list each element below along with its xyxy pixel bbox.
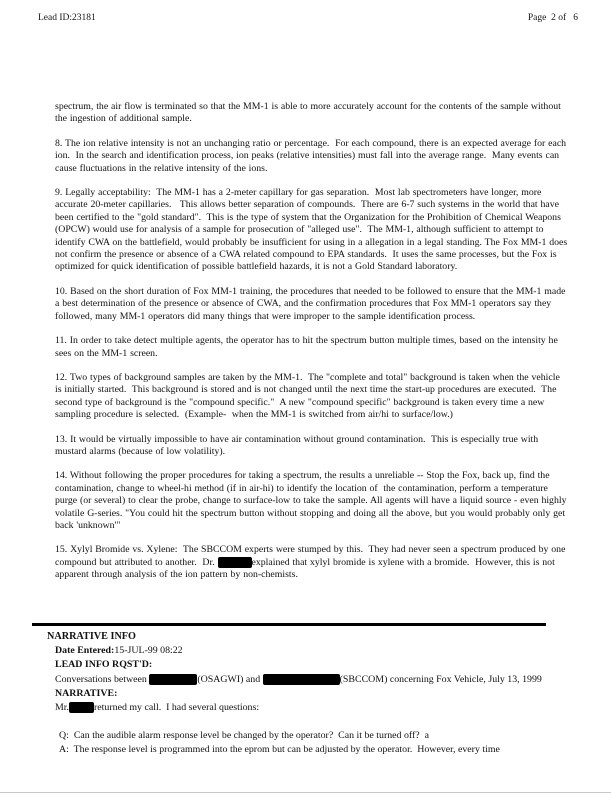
- text-run: 9. Legally acceptability: The MM-1 has a 2-meter capillary for gas separation. Most lab spectrometers have longer, more accurate 20-meter capillaries. This allows better separation of compounds. There are 6-7 such systems in the world that have been certified to the "gold standard". This is the type of system that the Organization for the Prohibition of Chemical Weapons (OPCW) would use for analysis of a sample for prosecution of "alleged use". The MM-1, although sufficient to attempt to identify CWA on the battlefield, would probably be insufficient for using in a allegation in a legal standing. The Fox MM-1 does not confirm the presence or absence of a CWA related compound to EPA standards. It uses the same processes, but the Fox is optimized for quick identification of possible battlefield hazards, it is not a Gold Standard laboratory.: [55, 187, 571, 273]
- paragraph: [55, 372, 569, 422]
- narrative-line: [55, 701, 577, 715]
- text-run: spectrum, the air flow is terminated so that the MM-1 is able to more accurately account for the contents of the sample without the ingestion of additional sample.: [55, 101, 564, 125]
- redaction-box: [218, 557, 252, 568]
- text-run: A: The response level is programmed into the eprom but can be adjusted by the operator. However, every time: [59, 744, 500, 756]
- redaction-box: [263, 674, 340, 685]
- text-run: returned my call. I had several questions:: [94, 702, 260, 714]
- section-heading: [47, 630, 577, 644]
- field-label: LEAD INFO RQST'D:: [55, 659, 153, 671]
- paragraph: [55, 286, 569, 323]
- paragraph: [55, 470, 569, 532]
- field-label: NARRATIVE:: [55, 687, 118, 699]
- lead-id: Lead ID:23181: [38, 13, 96, 23]
- page-number: Page 2 of 6: [527, 13, 578, 23]
- paragraph: [55, 101, 569, 126]
- field-label: Date Entered:: [55, 645, 115, 657]
- redaction-box: [149, 674, 197, 685]
- text-run: 12. Two types of background samples are taken by the MM-1. The "complete and total" background is taken when the vehicle is initially started. This background is stored and is not changed until the next time the start-up procedures are executed. The second type of background is the "compound specific." A new "compound specific" background is taken every time a new sampling procedure is selected. (Example- when the MM-1 is switched from air/hi to surface/low.): [55, 371, 563, 421]
- narrative-line: [55, 687, 577, 701]
- text-run: (SBCCOM) concerning Fox Vehicle, July 13, 1999: [339, 673, 542, 685]
- text-run: 14. Without following the proper procedures for taking a spectrum, the results a unreliable -- Stop the Fox, back up, find the contamination, change to wheel-hi method (if in air-hi) to identify the location of the contamination, perform a temperature purge (or several) to clear the probe, change to surface-low to take the sample. All agents will have a liquid source - even highly volatile G-series. "You could hit the spectrum button without stopping and doing all the above, but you would probably only get back 'unknown'": [55, 470, 570, 531]
- narrative-line: [55, 673, 577, 687]
- text-run: 15. Xylyl Bromide vs. Xylene: The SBCCOM experts were stumped by this. They had never seen a spectrum produced by one compound but attributed to another. Dr.: [55, 544, 569, 568]
- paragraph: [55, 335, 569, 360]
- paragraph: [55, 187, 569, 274]
- text-run: 10. Based on the short duration of Fox MM-1 training, the procedures that needed to be followed to ensure that the MM-1 made a best determination of the presence or absence of CWA, and the confirmation procedures that Fox MM-1 operators say they followed, many MM-1 operators did many things that were improper to the sample identification process.: [55, 285, 569, 322]
- text-run: (OSAGWI) and: [197, 673, 263, 685]
- paragraph: [55, 138, 569, 175]
- text-run: Conversations between: [55, 673, 150, 685]
- narrative-line: [59, 743, 577, 757]
- text-run: Q: Can the audible alarm response level be changed by the operator? Can it be turned off? a: [59, 730, 429, 742]
- narrative-line: [59, 729, 577, 743]
- text-run: Mr.: [55, 702, 69, 714]
- document-body: [55, 101, 569, 594]
- paragraph: [55, 434, 569, 459]
- text-run: 8. The ion relative intensity is not an unchanging ratio or percentage. For each compound, there is an expected average for each ion. In the search and identification process, ion peaks (relative intensities) must fall into the average range. Many events can cause fluctuations in the relative intensity of the ions.: [55, 137, 569, 174]
- narrative-line: [55, 658, 577, 672]
- text-run: 13. It would be virtually impossible to have air contamination without ground contamination. This is especially true with mustard alarms (because of low volatility).: [55, 433, 542, 457]
- text-run: explained that xylyl bromide is xylene with a bromide. However, this is not apparent through analysis of the ion pattern by non-chemists.: [55, 556, 558, 581]
- text-run: 11. In order to take detect multiple agents, the operator has to hit the spectrum button multiple times, based on the intensity he sees on the MM-1 screen.: [55, 335, 561, 359]
- narrative-lines: [47, 630, 577, 757]
- field-label: NARRATIVE INFO: [47, 631, 136, 642]
- narrative-section: [47, 623, 577, 757]
- redaction-box: [69, 702, 94, 713]
- section-divider: [32, 623, 546, 626]
- text-run: 15-JUL-99 08:22: [114, 645, 183, 657]
- page-header: [38, 13, 578, 23]
- paragraph: [55, 544, 569, 581]
- narrative-line: [55, 644, 577, 658]
- line-spacer: [47, 715, 577, 729]
